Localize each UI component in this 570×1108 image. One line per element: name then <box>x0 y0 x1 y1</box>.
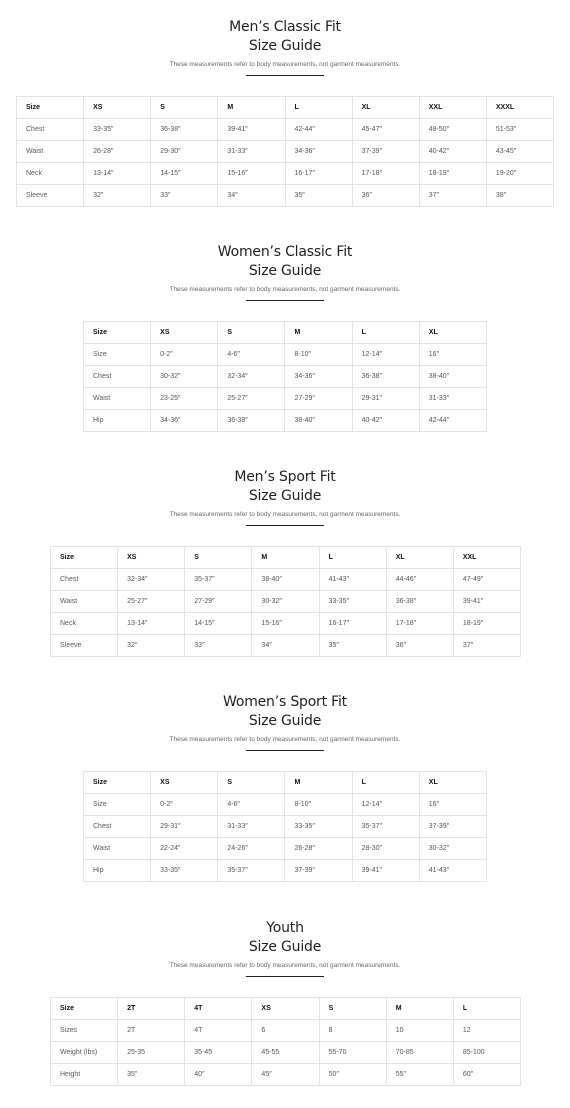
guide-subtitle: These measurements refer to body measurements, not garment measurements. <box>169 286 401 293</box>
row-label: Weight (lbs) <box>51 1042 118 1064</box>
table-cell: 4-6″ <box>218 344 285 366</box>
column-header: XL <box>419 772 486 794</box>
column-header: L <box>352 322 419 344</box>
guide-title <box>0 18 570 56</box>
table-row <box>51 591 521 613</box>
row-label: Neck <box>17 163 84 185</box>
row-label: Waist <box>51 591 118 613</box>
column-header: XL <box>386 547 453 569</box>
table-cell: 42-44″ <box>419 410 486 432</box>
table-row <box>17 119 554 141</box>
table-cell: 33-35″ <box>319 591 386 613</box>
table-row <box>84 388 487 410</box>
column-header: XL <box>419 322 486 344</box>
table-cell: 35-37″ <box>185 569 252 591</box>
table-row <box>84 366 487 388</box>
title-divider <box>246 75 324 76</box>
table-row <box>84 838 487 860</box>
column-header: S <box>218 322 285 344</box>
table-cell: 35-45 <box>185 1042 252 1064</box>
column-header: XS <box>252 998 319 1020</box>
table-cell: 16-17″ <box>319 613 386 635</box>
table-cell: 14-15″ <box>151 163 218 185</box>
table-cell: 25-27″ <box>218 388 285 410</box>
table-cell: 34-36″ <box>285 141 352 163</box>
table-cell: 32-34″ <box>118 569 185 591</box>
guide-title <box>0 693 570 731</box>
table-cell: 15-16″ <box>218 163 285 185</box>
table-cell: 33-35″ <box>151 860 218 882</box>
table-cell: 35″ <box>285 185 352 207</box>
guide-title-line2: Size Guide <box>248 488 322 504</box>
table-cell: 18-19″ <box>419 163 486 185</box>
table-cell: 19-20″ <box>486 163 553 185</box>
table-cell: 39-41″ <box>453 591 520 613</box>
guide-title-line1: Youth <box>266 920 304 936</box>
column-header: XS <box>151 322 218 344</box>
table-cell: 0-2″ <box>151 344 218 366</box>
youth-table <box>50 997 521 1086</box>
table-cell: 24-26″ <box>218 838 285 860</box>
table-cell: 47-49″ <box>453 569 520 591</box>
table-cell: 43-45″ <box>486 141 553 163</box>
table-cell: 34″ <box>252 635 319 657</box>
table-cell: 55″ <box>386 1064 453 1086</box>
womens-sport-fit-table <box>83 771 487 882</box>
guide-title-line1: Women’s Sport Fit <box>223 694 347 710</box>
guide-title-line1: Men’s Classic Fit <box>229 19 341 35</box>
guide-title <box>0 243 570 281</box>
row-label: Chest <box>84 816 151 838</box>
table-header-row <box>51 547 521 569</box>
column-header: M <box>285 322 352 344</box>
table-row <box>17 141 554 163</box>
womens-classic-fit-guide <box>0 243 570 301</box>
table-row <box>17 185 554 207</box>
row-label: Size <box>84 344 151 366</box>
row-label: Chest <box>51 569 118 591</box>
mens-classic-fit-table <box>16 96 554 207</box>
table-cell: 8 <box>319 1020 386 1042</box>
table-row <box>51 1042 521 1064</box>
table-cell: 40-42″ <box>419 141 486 163</box>
guide-title-line2: Size Guide <box>248 939 322 955</box>
row-label: Sleeve <box>17 185 84 207</box>
table-cell: 36″ <box>352 185 419 207</box>
row-label: Waist <box>84 388 151 410</box>
table-cell: 33-35″ <box>84 119 151 141</box>
row-label: Sizes <box>51 1020 118 1042</box>
womens-sport-fit-guide <box>0 693 570 751</box>
guide-title-line2: Size Guide <box>248 713 322 729</box>
column-header: XS <box>151 772 218 794</box>
table-cell: 17-18″ <box>386 613 453 635</box>
column-header: S <box>151 97 218 119</box>
table-cell: 29-30″ <box>151 141 218 163</box>
table-cell: 15-16″ <box>252 613 319 635</box>
column-header: L <box>285 97 352 119</box>
table-row <box>51 613 521 635</box>
table-cell: 32″ <box>118 635 185 657</box>
table-cell: 55-70 <box>319 1042 386 1064</box>
table-cell: 50″ <box>319 1064 386 1086</box>
mens-sport-fit-table <box>50 546 521 657</box>
table-cell: 51-53″ <box>486 119 553 141</box>
table-cell: 27-29″ <box>285 388 352 410</box>
guide-title <box>0 919 570 957</box>
table-cell: 31-33″ <box>218 816 285 838</box>
table-cell: 42-44″ <box>285 119 352 141</box>
table-cell: 12 <box>453 1020 520 1042</box>
table-header-row <box>17 97 554 119</box>
table-cell: 32-34″ <box>218 366 285 388</box>
table-cell: 4-6″ <box>218 794 285 816</box>
column-header: M <box>252 547 319 569</box>
table-cell: 30-32″ <box>419 838 486 860</box>
table-cell: 12-14″ <box>352 344 419 366</box>
table-cell: 37-39″ <box>285 860 352 882</box>
table-cell: 34-36″ <box>151 410 218 432</box>
table-cell: 16-17″ <box>285 163 352 185</box>
row-label: Size <box>84 794 151 816</box>
column-header: M <box>285 772 352 794</box>
table-cell: 31-33″ <box>419 388 486 410</box>
column-header: L <box>352 772 419 794</box>
table-header-row <box>51 998 521 1020</box>
table-cell: 16″ <box>419 794 486 816</box>
womens-classic-fit-table <box>83 321 487 432</box>
row-label: Hip <box>84 410 151 432</box>
table-cell: 2T <box>118 1020 185 1042</box>
table-cell: 13-14″ <box>118 613 185 635</box>
guide-title-line1: Men’s Sport Fit <box>234 469 336 485</box>
column-header: S <box>218 772 285 794</box>
table-cell: 36″ <box>386 635 453 657</box>
table-row <box>84 860 487 882</box>
table-row <box>51 1020 521 1042</box>
table-cell: 37-39″ <box>419 816 486 838</box>
table-cell: 30-32″ <box>252 591 319 613</box>
guide-subtitle: These measurements refer to body measurements, not garment measurements. <box>169 61 401 68</box>
table-cell: 44-46″ <box>386 569 453 591</box>
table-cell: 18-19″ <box>453 613 520 635</box>
column-header: M <box>386 998 453 1020</box>
table-cell: 26-28″ <box>285 838 352 860</box>
table-cell: 0-2″ <box>151 794 218 816</box>
table-cell: 38-40″ <box>419 366 486 388</box>
table-cell: 13-14″ <box>84 163 151 185</box>
table-cell: 41-43″ <box>419 860 486 882</box>
table-cell: 35-37″ <box>218 860 285 882</box>
column-header: XXL <box>453 547 520 569</box>
guide-subtitle: These measurements refer to body measurements, not garment measurements. <box>169 962 401 969</box>
table-cell: 33″ <box>151 185 218 207</box>
row-label: Sleeve <box>51 635 118 657</box>
row-label: Height <box>51 1064 118 1086</box>
mens-classic-fit-guide <box>0 18 570 76</box>
table-cell: 27-29″ <box>185 591 252 613</box>
table-row <box>84 410 487 432</box>
title-divider <box>246 750 324 751</box>
table-cell: 35″ <box>319 635 386 657</box>
guide-title-line2: Size Guide <box>248 263 322 279</box>
table-cell: 38-40″ <box>285 410 352 432</box>
table-row <box>51 1064 521 1086</box>
table-cell: 35-37″ <box>352 816 419 838</box>
table-row <box>51 635 521 657</box>
table-cell: 22-24″ <box>151 838 218 860</box>
table-cell: 36-38″ <box>352 366 419 388</box>
table-cell: 33″ <box>185 635 252 657</box>
title-divider <box>246 525 324 526</box>
column-header: XL <box>352 97 419 119</box>
table-cell: 39-41″ <box>218 119 285 141</box>
table-cell: 17-18″ <box>352 163 419 185</box>
column-header: XS <box>118 547 185 569</box>
column-header-size: Size <box>17 97 84 119</box>
column-header: L <box>319 547 386 569</box>
table-cell: 45-55 <box>252 1042 319 1064</box>
table-cell: 29-31″ <box>352 388 419 410</box>
table-cell: 30-32″ <box>151 366 218 388</box>
table-cell: 10 <box>386 1020 453 1042</box>
column-header: S <box>319 998 386 1020</box>
row-label: Hip <box>84 860 151 882</box>
row-label: Chest <box>84 366 151 388</box>
table-cell: 60″ <box>453 1064 520 1086</box>
table-cell: 85-100 <box>453 1042 520 1064</box>
table-cell: 4T <box>185 1020 252 1042</box>
table-cell: 38″ <box>486 185 553 207</box>
table-cell: 35″ <box>118 1064 185 1086</box>
table-cell: 12-14″ <box>352 794 419 816</box>
table-cell: 36-38″ <box>218 410 285 432</box>
title-divider <box>246 976 324 977</box>
table-row <box>84 344 487 366</box>
table-cell: 45″ <box>252 1064 319 1086</box>
guide-subtitle: These measurements refer to body measurements, not garment measurements. <box>169 511 401 518</box>
column-header: XXXL <box>486 97 553 119</box>
table-cell: 37-39″ <box>352 141 419 163</box>
table-cell: 33-35″ <box>285 816 352 838</box>
table-cell: 40-42″ <box>352 410 419 432</box>
table-cell: 36-38″ <box>151 119 218 141</box>
title-divider <box>246 300 324 301</box>
table-cell: 28-30″ <box>352 838 419 860</box>
table-cell: 6 <box>252 1020 319 1042</box>
table-cell: 26-28″ <box>84 141 151 163</box>
guide-title-line2: Size Guide <box>248 38 322 54</box>
table-cell: 70-85 <box>386 1042 453 1064</box>
table-cell: 29-31″ <box>151 816 218 838</box>
guide-title <box>0 468 570 506</box>
row-label: Waist <box>17 141 84 163</box>
column-header: L <box>453 998 520 1020</box>
row-label: Chest <box>17 119 84 141</box>
table-cell: 38-40″ <box>252 569 319 591</box>
row-label: Waist <box>84 838 151 860</box>
column-header: S <box>185 547 252 569</box>
column-header-size: Size <box>51 547 118 569</box>
table-cell: 25-35 <box>118 1042 185 1064</box>
column-header-size: Size <box>84 772 151 794</box>
table-cell: 14-15″ <box>185 613 252 635</box>
table-cell: 45-47″ <box>352 119 419 141</box>
table-cell: 36-38″ <box>386 591 453 613</box>
guide-subtitle: These measurements refer to body measurements, not garment measurements. <box>169 736 401 743</box>
table-cell: 37″ <box>419 185 486 207</box>
table-cell: 39-41″ <box>352 860 419 882</box>
table-cell: 32″ <box>84 185 151 207</box>
column-header: XXL <box>419 97 486 119</box>
table-cell: 25-27″ <box>118 591 185 613</box>
table-cell: 48-50″ <box>419 119 486 141</box>
table-cell: 34″ <box>218 185 285 207</box>
table-header-row <box>84 322 487 344</box>
table-cell: 40″ <box>185 1064 252 1086</box>
mens-sport-fit-guide <box>0 468 570 526</box>
table-cell: 31-33″ <box>218 141 285 163</box>
table-header-row <box>84 772 487 794</box>
column-header: XS <box>84 97 151 119</box>
table-cell: 41-43″ <box>319 569 386 591</box>
table-cell: 34-36″ <box>285 366 352 388</box>
table-row <box>17 163 554 185</box>
column-header: M <box>218 97 285 119</box>
column-header: 4T <box>185 998 252 1020</box>
table-cell: 37″ <box>453 635 520 657</box>
column-header-size: Size <box>84 322 151 344</box>
table-cell: 8-10″ <box>285 794 352 816</box>
guide-title-line1: Women’s Classic Fit <box>217 244 353 260</box>
table-cell: 16″ <box>419 344 486 366</box>
table-cell: 8-10″ <box>285 344 352 366</box>
youth-guide <box>0 919 570 977</box>
table-cell: 23-25″ <box>151 388 218 410</box>
table-row <box>51 569 521 591</box>
column-header-size: Size <box>51 998 118 1020</box>
table-row <box>84 794 487 816</box>
table-row <box>84 816 487 838</box>
row-label: Neck <box>51 613 118 635</box>
column-header: 2T <box>118 998 185 1020</box>
